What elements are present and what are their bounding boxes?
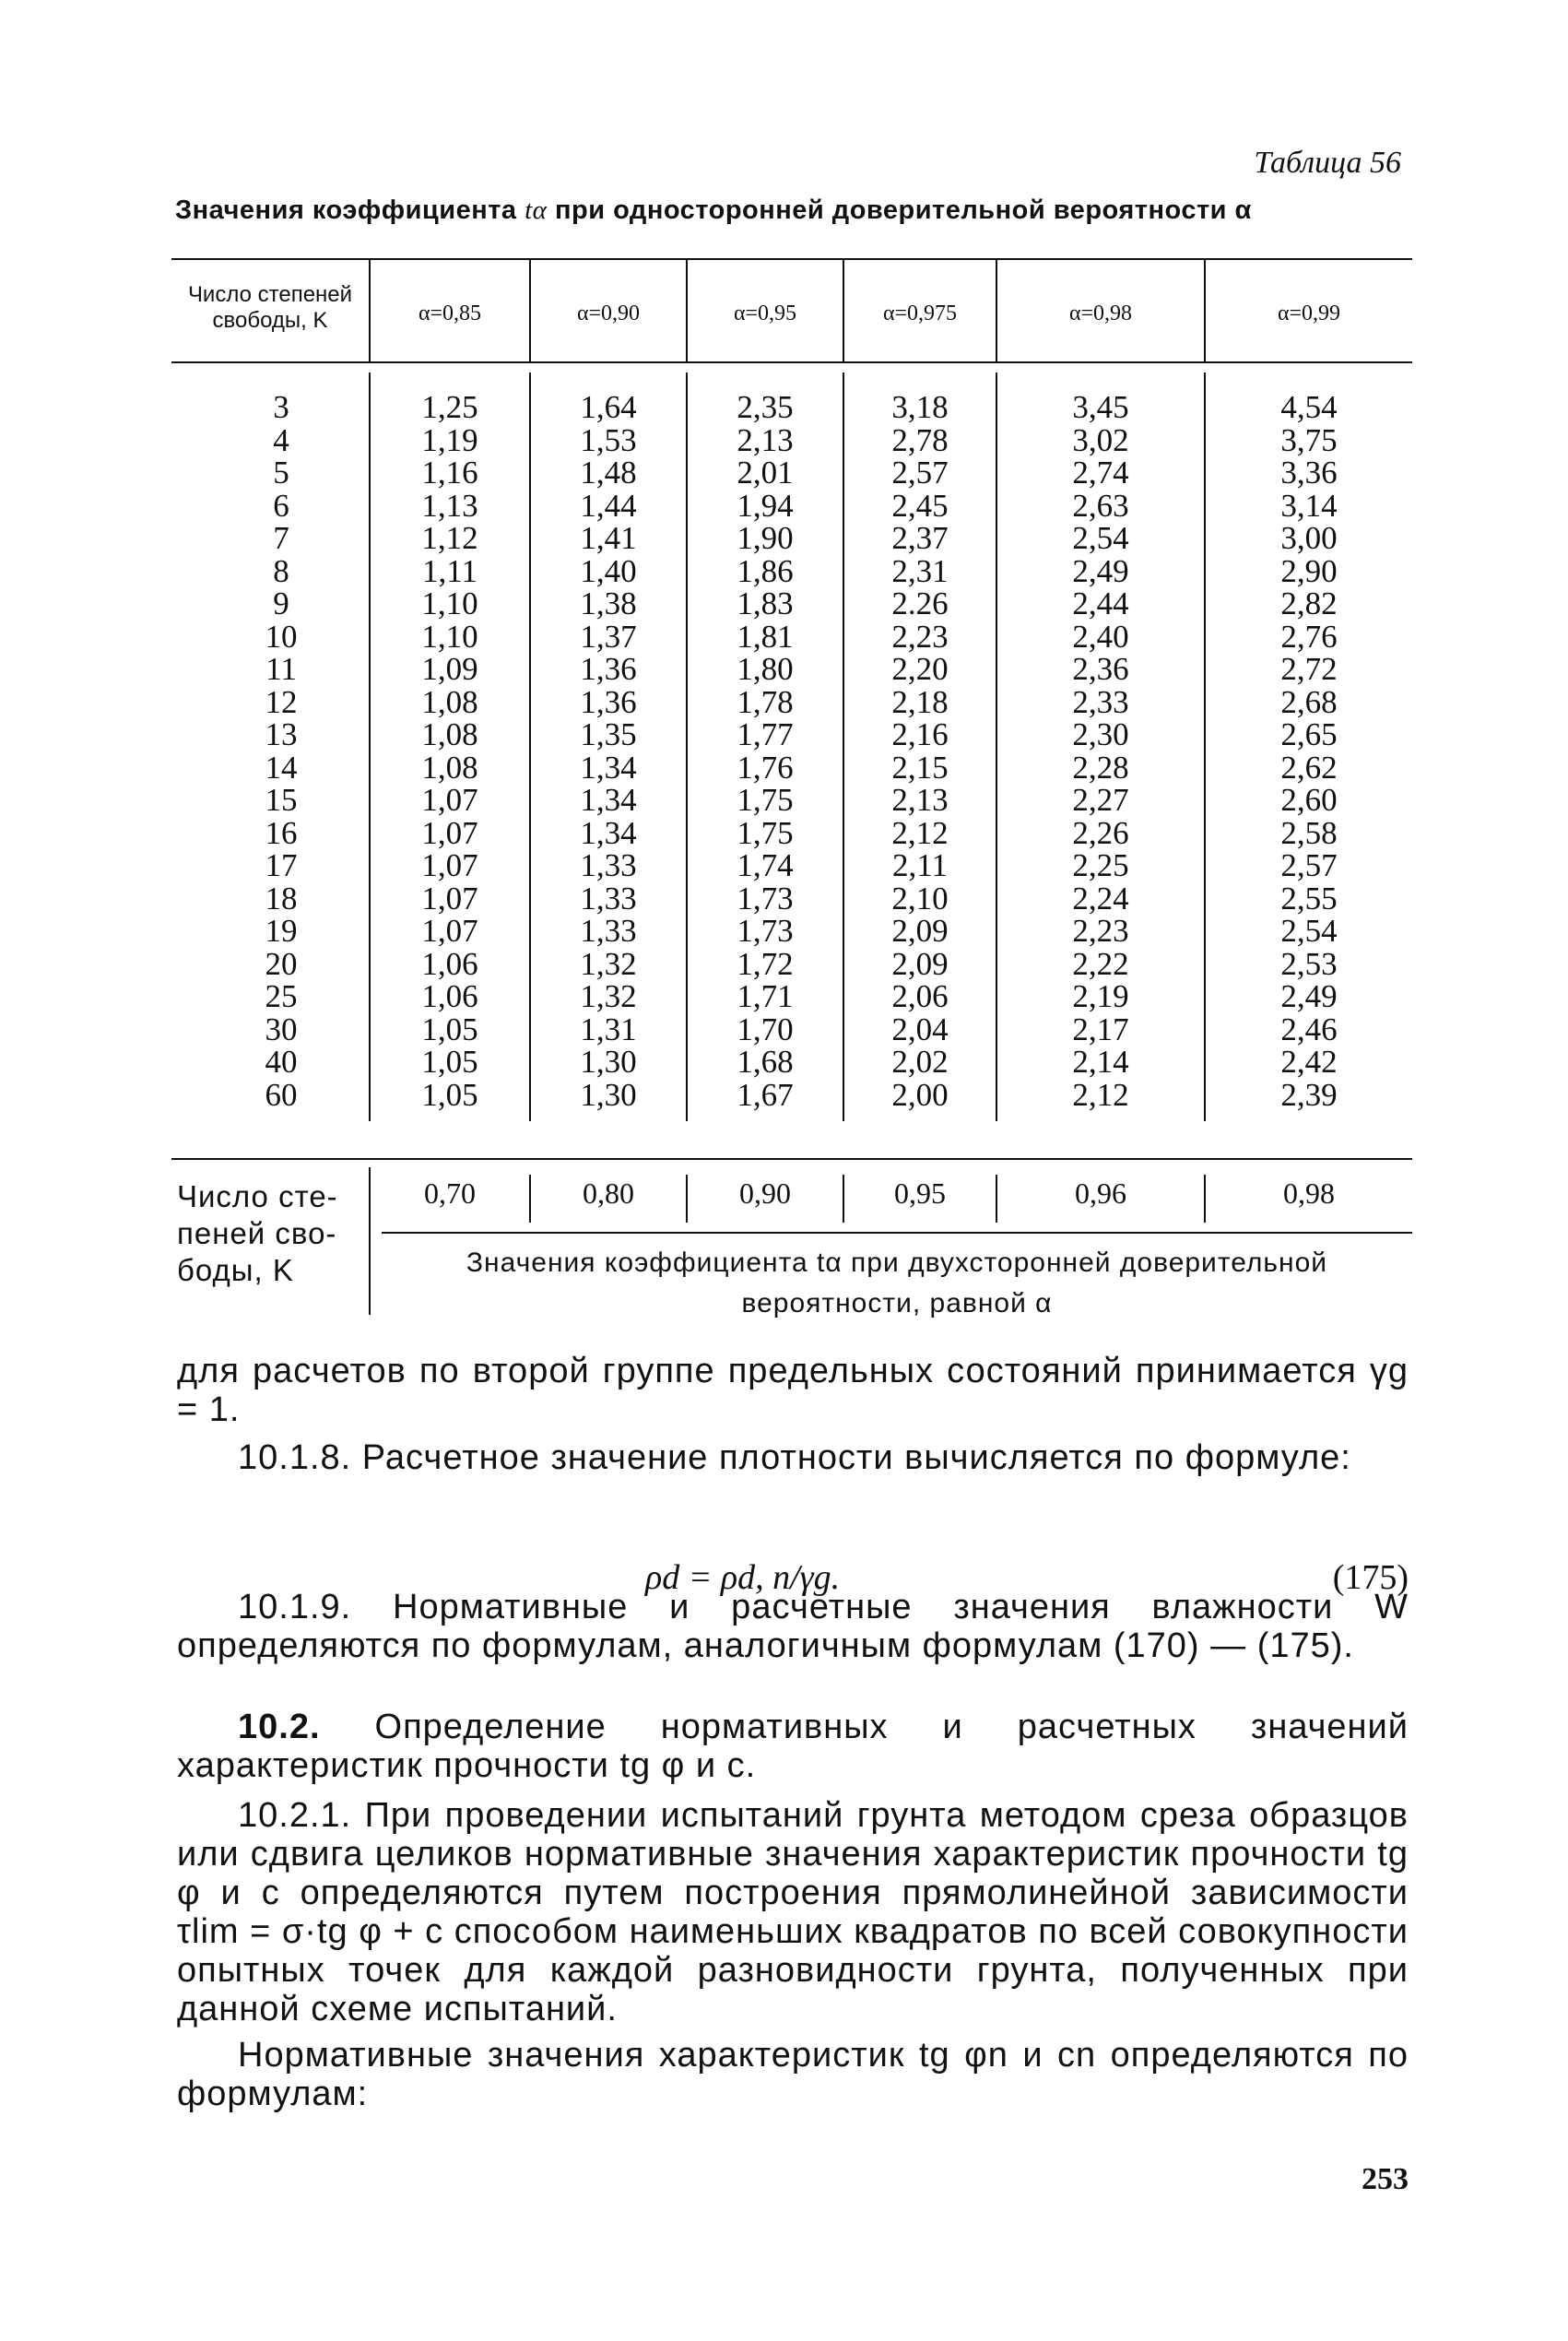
cell-value: 2,53 (1280, 945, 1338, 982)
cell-value: 2,60 (1280, 782, 1338, 818)
cell-value: 1,31 (580, 1011, 637, 1047)
cell-value: 3,02 (1072, 421, 1129, 458)
cell-value: 2,55 (1280, 880, 1338, 916)
cell-value: 1,40 (580, 552, 637, 589)
paragraph: 10.2.1. При проведении испытаний грунта методом среза образцов или сдвига целиков нормативные значения характеристик прочности tg φ и c определяются путем построения прямолинейной зависимости τlim = σ·tg φ + c способом наименьших квадратов по всей совокупности опытных точек для каждой разновидности грунта, полученных при данной схеме испытаний. (177, 1796, 1409, 2028)
cell-value: 1,33 (580, 880, 637, 916)
caption-symbol: tα (525, 195, 548, 225)
cell-value: 1,35 (580, 716, 637, 752)
cell-value: 1,44 (580, 487, 637, 524)
cell-value: 2,58 (1280, 814, 1338, 851)
cell-value: 2,49 (1280, 978, 1338, 1014)
cell-value: 1,68 (737, 1044, 794, 1080)
cell-value: 1,76 (737, 749, 794, 786)
cell-value: 1,53 (580, 421, 637, 458)
cell-k: 9 (273, 585, 289, 621)
cell-value: 3,14 (1280, 487, 1338, 524)
section-number: 10.2. (238, 1708, 321, 1746)
header-alpha: α=0,975 (882, 301, 958, 325)
cell-value: 1,94 (737, 487, 794, 524)
caption-suffix: при односторонней доверительной вероятности α (547, 195, 1252, 225)
cell-value: 2,65 (1280, 716, 1338, 752)
column-k (249, 391, 313, 1111)
column-alpha-098 (997, 391, 1204, 1111)
cell-value: 2,54 (1072, 520, 1129, 556)
cell-k: 8 (273, 552, 289, 589)
cell-value: 1,06 (421, 945, 478, 982)
cell-value: 1,05 (421, 1076, 478, 1113)
cell-value: 2,68 (1280, 683, 1338, 720)
cell-value: 1,81 (737, 618, 794, 655)
cell-value: 3,18 (891, 389, 949, 425)
cell-k: 11 (265, 651, 297, 687)
bottom-alpha: 0,98 (1283, 1176, 1335, 1210)
cell-value: 1,77 (737, 716, 794, 752)
cell-value: 2,82 (1280, 585, 1338, 621)
cell-value: 1,33 (580, 847, 637, 883)
cell-value: 2,06 (891, 978, 949, 1014)
cell-value: 2,23 (1072, 913, 1129, 949)
paragraph: Нормативные значения характеристик tg φn и cn определяются по формулам: (177, 2036, 1409, 2113)
cell-value: 1,09 (421, 651, 478, 687)
cell-k: 14 (265, 749, 298, 786)
cell-k: 6 (273, 487, 289, 524)
cell-value: 2,12 (1072, 1076, 1129, 1113)
paragraph: 10.1.8. Расчетное значение плотности вычисляется по формуле: (238, 1438, 1351, 1477)
cell-k: 30 (265, 1011, 298, 1047)
cell-value: 2,27 (1072, 782, 1129, 818)
cell-value: 2,39 (1280, 1076, 1338, 1113)
cell-value: 1,34 (580, 749, 637, 786)
formula-expression: ρd = ρd, n/γg. (645, 1558, 841, 1597)
cell-value: 1,37 (580, 618, 637, 655)
page-number: 253 (1362, 2162, 1409, 2196)
table-number: Таблица 56 (1254, 146, 1401, 180)
cell-value: 2,40 (1072, 618, 1129, 655)
bottom-alpha: 0,80 (583, 1176, 634, 1210)
cell-value: 1,36 (580, 683, 637, 720)
cell-value: 2,74 (1072, 455, 1129, 491)
cell-value: 1,10 (421, 618, 478, 655)
cell-value: 2,13 (737, 421, 794, 458)
cell-value: 2,19 (1072, 978, 1129, 1014)
cell-k: 15 (265, 782, 298, 818)
cell-value: 2,17 (1072, 1011, 1129, 1047)
cell-value: 2,57 (1280, 847, 1338, 883)
paragraph: 10.1.9. Нормативные и расчетные значения влажности W определяются по формулам, аналогичным формулам (170) — (175). (177, 1588, 1409, 1665)
cell-value: 2,49 (1072, 552, 1129, 589)
cell-value: 2,24 (1072, 880, 1129, 916)
cell-value: 1,73 (737, 880, 794, 916)
cell-value: 1,07 (421, 814, 478, 851)
cell-value: 2,09 (891, 945, 949, 982)
header-alpha: α=0,90 (576, 301, 641, 325)
cell-value: 1,05 (421, 1011, 478, 1047)
bottom-alpha: 0,90 (739, 1176, 791, 1210)
paragraph: для расчетов по второй группе предельных состояний принимается γg = 1. (177, 1352, 1409, 1429)
cell-value: 4,54 (1280, 389, 1338, 425)
cell-value: 1,19 (421, 421, 478, 458)
cell-value: 2,57 (891, 455, 949, 491)
cell-value: 2,12 (891, 814, 949, 851)
column-alpha-090 (531, 391, 686, 1111)
cell-value: 1,72 (737, 945, 794, 982)
cell-k: 60 (265, 1076, 298, 1113)
cell-k: 13 (265, 716, 298, 752)
column-alpha-095 (688, 391, 843, 1111)
section-title: Определение нормативных и расчетных значений характеристик прочности tg φ и c. (177, 1708, 1409, 1785)
cell-value: 2,13 (891, 782, 949, 818)
cell-value: 1,73 (737, 913, 794, 949)
cell-k: 18 (265, 880, 298, 916)
cell-value: 2,16 (891, 716, 949, 752)
cell-value: 1,41 (580, 520, 637, 556)
cell-value: 2,09 (891, 913, 949, 949)
cell-value: 1,10 (421, 585, 478, 621)
cell-value: 2,36 (1072, 651, 1129, 687)
cell-value: 2,30 (1072, 716, 1129, 752)
column-alpha-0975 (844, 391, 996, 1111)
cell-value: 1,90 (737, 520, 794, 556)
cell-value: 2.26 (891, 585, 949, 621)
cell-k: 20 (265, 945, 298, 982)
cell-value: 2,31 (891, 552, 949, 589)
bottom-alpha: 0,95 (894, 1176, 946, 1210)
cell-value: 1,08 (421, 683, 478, 720)
header-alpha: α=0,95 (733, 301, 797, 325)
cell-value: 1,30 (580, 1044, 637, 1080)
cell-value: 1,07 (421, 782, 478, 818)
cell-value: 1,05 (421, 1044, 478, 1080)
cell-value: 1,13 (421, 487, 478, 524)
cell-k: 3 (273, 389, 289, 425)
bottom-caption-rule (382, 1232, 1412, 1234)
cell-value: 1,64 (580, 389, 637, 425)
cell-value: 2,33 (1072, 683, 1129, 720)
column-alpha-099 (1206, 391, 1412, 1111)
caption-prefix: Значения коэффициента (175, 195, 525, 225)
cell-value: 2,37 (891, 520, 949, 556)
cell-value: 2,11 (892, 847, 948, 883)
cell-k: 25 (265, 978, 298, 1014)
cell-value: 2,45 (891, 487, 949, 524)
header-alpha: α=0,99 (1277, 301, 1341, 325)
bottom-alpha: 0,70 (424, 1176, 476, 1210)
cell-value: 1,36 (580, 651, 637, 687)
cell-value: 2,42 (1280, 1044, 1338, 1080)
table-caption (175, 195, 1410, 226)
cell-value: 1,78 (737, 683, 794, 720)
cell-value: 3,75 (1280, 421, 1338, 458)
cell-k: 5 (273, 455, 289, 491)
cell-value: 1,83 (737, 585, 794, 621)
cell-value: 1,34 (580, 782, 637, 818)
cell-value: 2,35 (737, 389, 794, 425)
cell-value: 2,15 (891, 749, 949, 786)
cell-value: 1,75 (737, 782, 794, 818)
cell-value: 2,22 (1072, 945, 1129, 982)
cell-value: 1,32 (580, 978, 637, 1014)
cell-value: 1,12 (421, 520, 478, 556)
cell-value: 1,07 (421, 880, 478, 916)
cell-value: 2,00 (891, 1076, 949, 1113)
cell-value: 1,07 (421, 913, 478, 949)
cell-value: 1,86 (737, 552, 794, 589)
cell-value: 2,04 (891, 1011, 949, 1047)
cell-k: 19 (265, 913, 298, 949)
cell-value: 3,00 (1280, 520, 1338, 556)
cell-value: 2,44 (1072, 585, 1129, 621)
cell-value: 2,18 (891, 683, 949, 720)
header-k-label: Число степеней свободы, K (187, 282, 353, 333)
cell-value: 2,63 (1072, 487, 1129, 524)
cell-k: 16 (265, 814, 298, 851)
cell-value: 1,74 (737, 847, 794, 883)
cell-k: 10 (265, 618, 298, 655)
cell-value: 1,71 (737, 978, 794, 1014)
table-top-rule (171, 258, 1412, 260)
cell-value: 2,20 (891, 651, 949, 687)
header-alpha: α=0,98 (1068, 301, 1133, 325)
paragraph (177, 1708, 1409, 1785)
cell-value: 1,25 (421, 389, 478, 425)
header-bottom-rule (171, 361, 1412, 363)
bottom-caption: Значения коэффициента tα при двухсторонней доверительной вероятности, равной α (466, 1247, 1328, 1318)
cell-value: 2,01 (737, 455, 794, 491)
cell-value: 2,72 (1280, 651, 1338, 687)
cell-value: 2,54 (1280, 913, 1338, 949)
bottom-k-label: Число сте- пеней сво- боды, K (177, 1179, 338, 1287)
cell-value: 2,76 (1280, 618, 1338, 655)
formula-number: (175) (1332, 1558, 1409, 1597)
cell-value: 2,23 (891, 618, 949, 655)
cell-value: 1,30 (580, 1076, 637, 1113)
cell-value: 2,46 (1280, 1011, 1338, 1047)
cell-value: 1,67 (737, 1076, 794, 1113)
cell-value: 1,33 (580, 913, 637, 949)
cell-value: 2,26 (1072, 814, 1129, 851)
cell-value: 2,14 (1072, 1044, 1129, 1080)
cell-value: 1,80 (737, 651, 794, 687)
cell-value: 1,75 (737, 814, 794, 851)
cell-value: 1,08 (421, 749, 478, 786)
cell-k: 12 (265, 683, 298, 720)
cell-value: 2,10 (891, 880, 949, 916)
cell-value: 2,02 (891, 1044, 949, 1080)
cell-value: 1,32 (580, 945, 637, 982)
cell-value: 1,70 (737, 1011, 794, 1047)
cell-value: 1,48 (580, 455, 637, 491)
bottom-alpha: 0,96 (1075, 1176, 1126, 1210)
cell-k: 17 (265, 847, 298, 883)
cell-value: 2,78 (891, 421, 949, 458)
cell-value: 3,36 (1280, 455, 1338, 491)
cell-value: 1,07 (421, 847, 478, 883)
cell-value: 1,06 (421, 978, 478, 1014)
cell-value: 1,11 (422, 552, 477, 589)
cell-value: 2,90 (1280, 552, 1338, 589)
body-bottom-rule (171, 1158, 1412, 1160)
cell-value: 3,45 (1072, 389, 1129, 425)
cell-k: 40 (265, 1044, 298, 1080)
cell-value: 1,08 (421, 716, 478, 752)
cell-value: 2,62 (1280, 749, 1338, 786)
cell-value: 1,38 (580, 585, 637, 621)
cell-k: 7 (273, 520, 289, 556)
cell-value: 1,34 (580, 814, 637, 851)
cell-k: 4 (273, 421, 289, 458)
header-alpha: α=0,85 (418, 301, 482, 325)
cell-value: 2,25 (1072, 847, 1129, 883)
cell-value: 1,16 (421, 455, 478, 491)
cell-value: 2,28 (1072, 749, 1129, 786)
column-alpha-085 (371, 391, 529, 1111)
